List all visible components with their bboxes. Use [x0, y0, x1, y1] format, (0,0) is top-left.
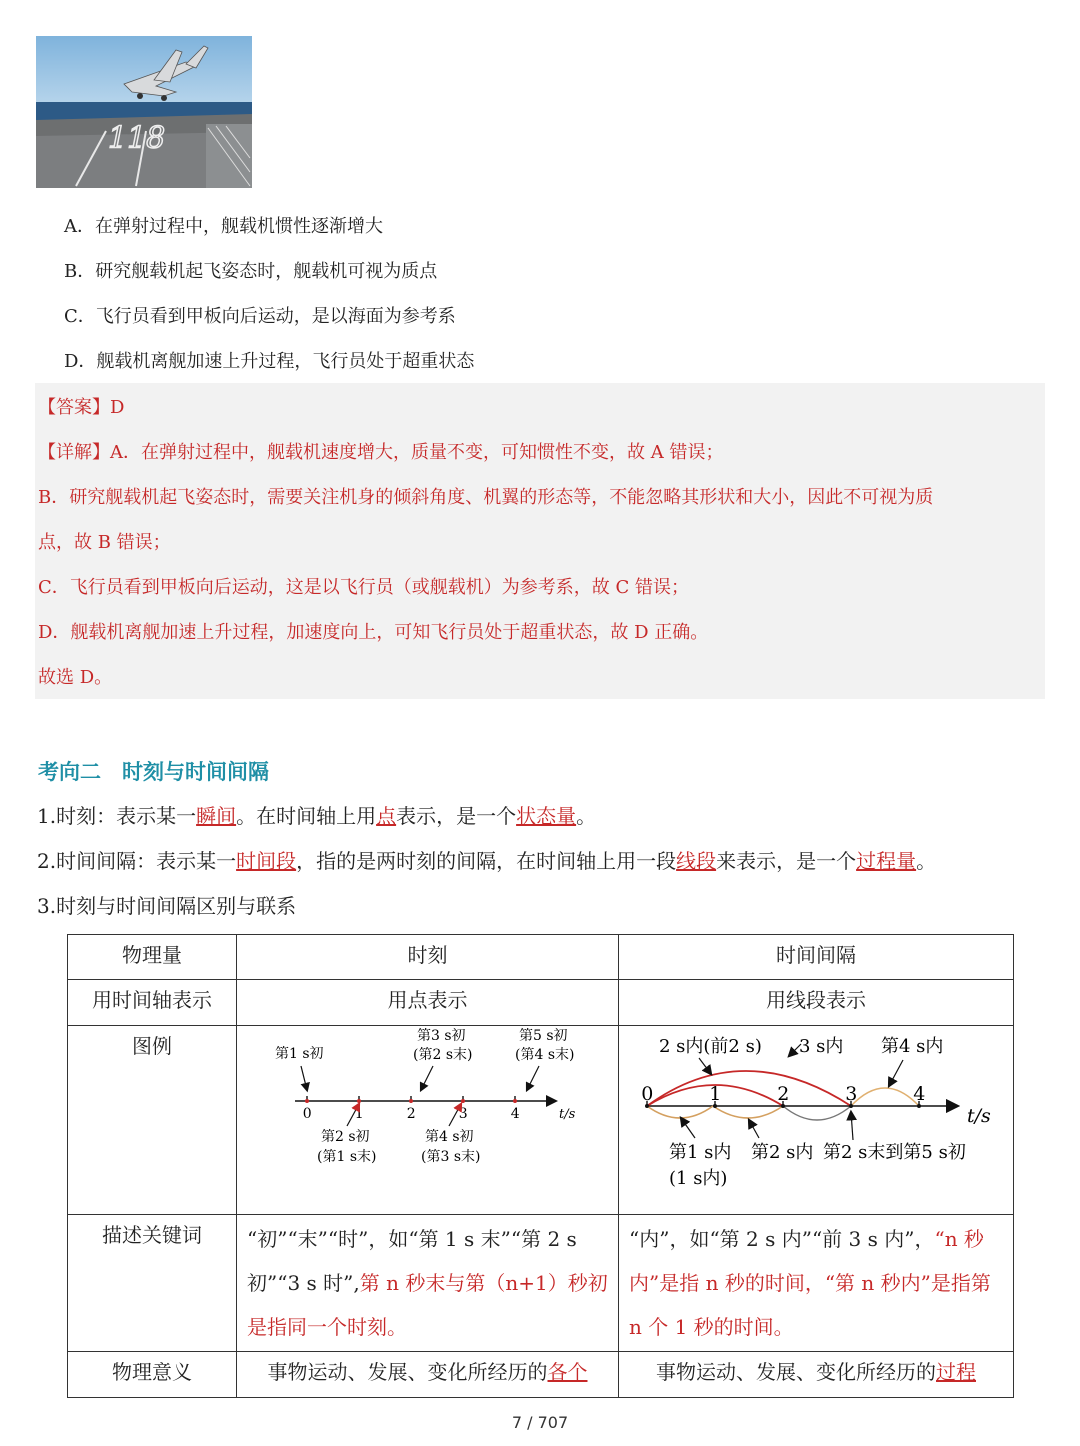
- meaning-moment: [237, 1352, 619, 1398]
- keywords-moment-text: “初”“末”“时”，如“第 1 s 末”“第 2 s 初”“3 s 时”,: [247, 1227, 577, 1295]
- text-part: 。: [916, 849, 937, 873]
- interval-label-4th-s: 第4 s内: [881, 1036, 944, 1057]
- arc-2-3s: [783, 1106, 851, 1120]
- tick-label: 2: [777, 1083, 790, 1105]
- detail-line-5: D．舰载机离舰加速上升过程，加速度向上，可知飞行员处于超重状态，故 D 正确。: [38, 622, 709, 643]
- interval-label-1st-s: 第1 s内: [669, 1142, 732, 1163]
- tick-label: 3: [845, 1083, 858, 1105]
- keywords-interval-text: “内”，如“第 2 s 内”“前 3 s 内”，: [629, 1227, 935, 1251]
- keyword-underlined: 过程量: [856, 849, 917, 873]
- tick-point: [513, 1099, 517, 1103]
- tick-label: 3: [458, 1106, 468, 1122]
- detail-line-2: B．研究舰载机起飞姿态时，需要关注机身的倾斜角度、机翼的形态等，不能忽略其形状和大小，因此不可视为质: [38, 487, 934, 508]
- detail-line-3: 点，故 B 错误；: [38, 532, 171, 553]
- detail-line-4: C．飞行员看到甲板向后运动，这是以飞行员（或舰载机）为参考系，故 C 错误；: [38, 577, 689, 598]
- moment-label-s5-start: 第5 s初: [519, 1028, 568, 1044]
- interval-label-2nd-s: 第2 s内: [751, 1142, 814, 1163]
- header-quantity: 物理量: [68, 935, 237, 980]
- tick-label: 4: [510, 1106, 520, 1122]
- interval-label-3s: 3 s内: [799, 1036, 844, 1057]
- keyword-underlined: 点: [376, 804, 397, 828]
- tick-label: 1: [709, 1083, 722, 1105]
- text-part: 来表示，是一个: [716, 849, 857, 873]
- text-part: 。在时间轴上用: [236, 804, 377, 828]
- page-number: 7 / 707: [511, 1413, 569, 1432]
- definition-moment: [37, 800, 596, 829]
- tick-point: [305, 1099, 309, 1103]
- row-axis-moment: 用点表示: [237, 980, 619, 1026]
- option-d: D．舰载机离舰加速上升过程，飞行员处于超重状态: [64, 351, 475, 372]
- keyword-underlined: 瞬间: [196, 804, 237, 828]
- arc-0-1s: [647, 1106, 713, 1118]
- moment-label-s3-start: 第3 s初: [417, 1028, 466, 1044]
- tick-label: 2: [406, 1106, 416, 1122]
- interval-label-1s: (1 s内): [669, 1168, 728, 1189]
- row-axis-label: 用时间轴表示: [68, 980, 237, 1026]
- interval-axis-label: t/s: [967, 1105, 991, 1127]
- row-figure-label: 图例: [68, 1026, 237, 1215]
- moment-label-s2-start: 第2 s初: [321, 1129, 370, 1145]
- tick-point: [409, 1099, 413, 1103]
- keyword-underlined: 时间段: [236, 849, 297, 873]
- tick-point: [357, 1099, 361, 1103]
- interval-label-2-to-5: 第2 s末到第5 s初: [823, 1142, 966, 1163]
- moment-label-s1-end: (第1 s末): [317, 1149, 377, 1165]
- comparison-table: [67, 934, 1014, 1398]
- option-c: C．飞行员看到甲板向后运动，是以海面为参考系: [64, 306, 456, 327]
- option-b: B．研究舰载机起飞姿态时，舰载机可视为质点: [64, 261, 438, 282]
- row-axis-interval: 用线段表示: [619, 980, 1014, 1026]
- meaning-interval-keyword: 过程: [936, 1360, 976, 1384]
- keywords-moment: [237, 1215, 619, 1352]
- interval-label-first-2s: 2 s内(前2 s): [659, 1036, 762, 1057]
- interval-timeline-figure: [619, 1026, 1012, 1209]
- arc-0-3s: [647, 1071, 851, 1106]
- moment-figure-cell: [237, 1026, 619, 1215]
- row-keywords-label: 描述关键词: [68, 1215, 237, 1352]
- meaning-interval-text: 事物运动、发展、变化所经历的: [656, 1360, 936, 1384]
- detail-line-1: 【详解】A．在弹射过程中，舰载机速度增大，质量不变，可知惯性不变，故 A 错误；: [38, 442, 724, 463]
- answer-box: [35, 383, 1045, 699]
- row-meaning-label: 物理意义: [68, 1352, 237, 1398]
- keyword-underlined: 线段: [676, 849, 717, 873]
- arc-1-2s: [713, 1106, 783, 1118]
- definition-interval: [37, 845, 936, 874]
- carrier-jet-photo: [36, 36, 252, 188]
- text-part: 表示，是一个: [396, 804, 517, 828]
- keyword-underlined: 状态量: [516, 804, 577, 828]
- interval-figure-cell: [619, 1026, 1014, 1215]
- text-part: 。: [576, 804, 597, 828]
- section-title: 考向二 时刻与时间间隔: [38, 760, 269, 784]
- comparison-heading: 3.时刻与时间间隔区别与联系: [37, 894, 297, 918]
- tick-label: 1: [354, 1106, 364, 1122]
- keywords-moment-rule: 第 n 秒末与第（n+1）秒初是指同一个时刻。: [247, 1271, 608, 1339]
- tick-label: 4: [913, 1083, 926, 1105]
- detail-line-6: 故选 D。: [38, 667, 113, 688]
- meaning-moment-keyword: 各个: [547, 1360, 588, 1384]
- meaning-interval: [619, 1352, 1014, 1398]
- option-a: A．在弹射过程中，舰载机惯性逐渐增大: [64, 216, 383, 237]
- arc-3-4s: [851, 1088, 919, 1106]
- moment-label-s1-start: 第1 s初: [275, 1046, 324, 1062]
- header-interval: 时间间隔: [619, 935, 1014, 980]
- meaning-moment-text: 事物运动、发展、变化所经历的: [267, 1360, 548, 1384]
- moment-label-s2-end: (第2 s末): [413, 1047, 473, 1063]
- text-part: 1.时刻：表示某一: [37, 804, 197, 828]
- answer-line: 【答案】D: [38, 397, 125, 418]
- svg-text:118: 118: [108, 121, 166, 156]
- tick-point: [461, 1099, 465, 1103]
- header-moment: 时刻: [237, 935, 619, 980]
- tick-label: 0: [302, 1106, 312, 1122]
- keywords-interval: [619, 1215, 1014, 1352]
- text-part: 2.时间间隔：表示某一: [37, 849, 237, 873]
- keywords-interval-rule: “n 秒内”是指 n 秒的时间，“第 n 秒内”是指第 n 个 1 秒的时间。: [629, 1227, 991, 1339]
- moment-label-s4-end: (第4 s末): [515, 1047, 575, 1063]
- text-part: ，指的是两时刻的间隔，在时间轴上用一段: [296, 849, 677, 873]
- moment-label-s4-start: 第4 s初: [425, 1129, 474, 1145]
- moment-label-s3-end: (第3 s末): [421, 1149, 481, 1165]
- moment-timeline-figure: [237, 1026, 617, 1209]
- moment-axis-label: t/s: [559, 1107, 576, 1122]
- tick-label: 0: [641, 1083, 654, 1105]
